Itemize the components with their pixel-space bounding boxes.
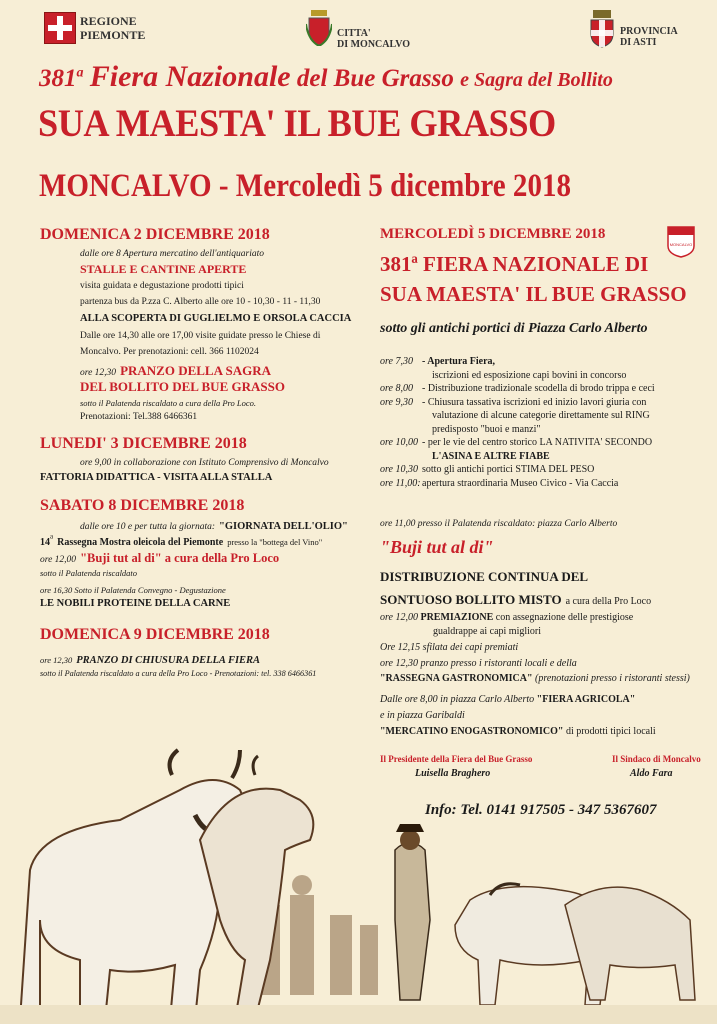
sab8-title: SABATO 8 DICEMBRE 2018: [40, 497, 245, 514]
prem-line4: ore 12,30 pranzo presso i ristoranti locali e della: [380, 658, 577, 669]
prem-line7: e in piazza Garibaldi: [380, 710, 465, 721]
dom2-line4: partenza bus da P.zza C. Alberto alle ore 10 - 10,30 - 11 - 11,30: [80, 297, 321, 307]
schedule-time: ore 11,00:: [380, 477, 421, 489]
provincia-label: PROVINCIA DI ASTI: [620, 26, 678, 48]
sab8-line6: LE NOBILI PROTEINE DELLA CARNE: [40, 598, 231, 609]
schedule-text: predisposto "buoi e manzi": [432, 423, 541, 435]
moncalvo-crest: [306, 10, 332, 51]
right-oxen-icon: [455, 884, 695, 1005]
dom2-line3: visita guidata e degustazione prodotti tipici: [80, 281, 244, 291]
herdsman-icon: [395, 824, 430, 1000]
schedule-row: [380, 423, 655, 437]
dom2-line6: Dalle ore 14,30 alle ore 17,00 visite guidate presso le Chiese di: [80, 331, 321, 341]
schedule-row: [380, 355, 655, 369]
schedule-row: [380, 369, 655, 383]
prem-line8: "MERCATINO ENOGASTRONOMICO" di prodotti tipici locali: [380, 726, 656, 737]
dom9-title: DOMENICA 9 DICEMBRE 2018: [40, 626, 270, 643]
schedule-text: - Chiusura tassativa iscrizioni ed inizio lavori giuria con: [422, 396, 647, 408]
dom2-line8: ore 12,30 PRANZO DELLA SAGRA: [80, 363, 272, 378]
schedule-time: ore 7,30: [380, 356, 413, 367]
dom2-line5: ALLA SCOPERTA DI GUGLIELMO E ORSOLA CACCIA: [80, 313, 352, 324]
sab8-line3: ore 12,00 "Buji tut al di" a cura della Pro Loco: [40, 551, 280, 565]
dom9-line2: sotto il Palatenda riscaldato a cura della Pro Loco - Prenotazioni: tel. 338 6466361: [40, 669, 317, 678]
schedule-text: apertura straordinaria Museo Civico - Via Caccia: [422, 477, 619, 489]
asti-crest: [589, 10, 615, 53]
schedule-row: [380, 409, 655, 423]
sab8-line4: sotto il Palatenda riscaldato: [40, 568, 138, 578]
schedule-text: L'ASINA E ALTRE FIABE: [432, 450, 550, 462]
badge-label: MONCALVO: [669, 242, 693, 247]
schedule-text: iscrizioni ed esposizione capi bovini in concorso: [432, 369, 627, 381]
dom2-line11: Prenotazioni: Tel.388 6466361: [80, 412, 198, 422]
dom2-line1: dalle ore 8 Apertura mercatino dell'antiquariato: [80, 249, 265, 259]
schedule-row: [380, 477, 655, 491]
president-name: Luisella Braghero: [415, 768, 491, 779]
schedule-text: valutazione di alcune categorie direttamente sul RING: [432, 410, 650, 421]
portici-line: sotto gli antichi portici di Piazza Carlo Alberto: [380, 321, 648, 336]
dom2-title: DOMENICA 2 DICEMBRE 2018: [40, 226, 270, 243]
badge-shield-icon: [667, 226, 695, 258]
regione-logo: [44, 12, 76, 44]
schedule-row: [380, 382, 655, 396]
schedule-time: ore 10,30: [380, 464, 418, 475]
schedule-text: sotto gli antichi portici STIMA DEL PESO: [422, 464, 595, 475]
distrib-line2: SONTUOSO BOLLITO MISTO a cura della Pro Loco: [380, 592, 652, 607]
sab8-line2: 14$^a$ Rassegna Mostra oleicola del Piemonte presso la "bottega del Vino": [40, 532, 323, 548]
sindaco-name: Aldo Fara: [630, 768, 673, 779]
moncalvo-crest-icon: [306, 10, 332, 46]
schedule-row: [380, 450, 655, 464]
president-role: Il Presidente della Fiera del Bue Grasso: [380, 754, 533, 764]
schedule-row: [380, 396, 655, 410]
sab8-line5: ore 16,30 Sotto il Palatenda Convegno - Degustazione: [40, 585, 226, 595]
prem-line5: "RASSEGNA GASTRONOMICA" (prenotazioni presso i ristoranti stessi): [380, 673, 690, 684]
prem-line6: Dalle ore 8,00 in piazza Carlo Alberto "FIERA AGRICOLA": [380, 694, 636, 705]
schedule-text: - Apertura Fiera,: [422, 356, 496, 367]
prem-line2: gualdrappe ai capi migliori: [433, 626, 542, 637]
schedule-time: ore 10,00: [380, 437, 418, 448]
schedule-text: - per le vie del centro storico LA NATIVITA' SECONDO: [422, 437, 653, 448]
fair-heading: 381$^a$ Fiera Nazionale del Bue Grasso e Sagra del Bollito: [39, 60, 613, 93]
dom2-line7: Moncalvo. Per prenotazioni: cell. 366 1102024: [80, 347, 259, 357]
date-line: MONCALVO - Mercoledì 5 dicembre 2018: [39, 168, 572, 204]
lun3-title: LUNEDI' 3 DICEMBRE 2018: [40, 435, 247, 452]
fair-line2: SUA MAESTA' IL BUE GRASSO: [380, 282, 687, 306]
regione-flag-icon: [44, 12, 76, 44]
sindaco-role: Il Sindaco di Moncalvo: [612, 754, 701, 764]
schedule-time: ore 8,00: [380, 383, 413, 394]
dom9-line1: ore 12,30 PRANZO DI CHIUSURA DELLA FIERA: [40, 655, 261, 666]
schedule-text: - Distribuzione tradizionale scodella di brodo trippa e ceci: [422, 383, 655, 394]
info-line: Info: Tel. 0141 917505 - 347 5367607: [425, 802, 657, 818]
moncalvo-badge: [667, 226, 695, 256]
palatenda-line: ore 11,00 presso il Palatenda riscaldato: piazza Carlo Alberto: [380, 519, 618, 529]
oxen-illustration: [0, 720, 717, 1024]
schedule-list: [380, 355, 655, 490]
regione-label: REGIONE PIEMONTE: [80, 14, 146, 42]
dom2-line9: DEL BOLLITO DEL BUE GRASSO: [80, 379, 285, 394]
distrib-line1: DISTRIBUZIONE CONTINUA DEL: [380, 569, 589, 584]
prem-line1: ore 12,00 PREMIAZIONE con assegnazione delle prestigiose: [380, 612, 634, 623]
sab8-line1: dalle ore 10 e per tutta la giornata: "GIORNATA DELL'OLIO": [80, 521, 348, 532]
schedule-row: [380, 436, 655, 450]
city-label: CITTA' DI MONCALVO: [337, 28, 411, 50]
schedule-row: [380, 463, 655, 477]
buji-title: "Buji tut al di": [380, 537, 494, 557]
prem-line3: Ore 12,15 sfilata dei capi premiati: [380, 642, 519, 653]
main-title: SUA MAESTA' IL BUE GRASSO: [38, 102, 556, 145]
fair-line1: 381ª FIERA NAZIONALE DI: [380, 252, 649, 276]
schedule-time: ore 9,30: [380, 396, 413, 408]
asti-crest-icon: [589, 10, 615, 48]
dom2-line10: sotto il Palatenda riscaldato a cura della Pro Loco.: [80, 398, 257, 408]
dom2-line2: STALLE E CANTINE APERTE: [80, 262, 247, 276]
mer5-title: MERCOLEDÌ 5 DICEMBRE 2018: [380, 226, 606, 242]
lun3-line2: FATTORIA DIDATTICA - VISITA ALLA STALLA: [40, 472, 273, 483]
lun3-line1: ore 9,00 in collaborazione con Istituto Comprensivo di Moncalvo: [80, 458, 329, 468]
